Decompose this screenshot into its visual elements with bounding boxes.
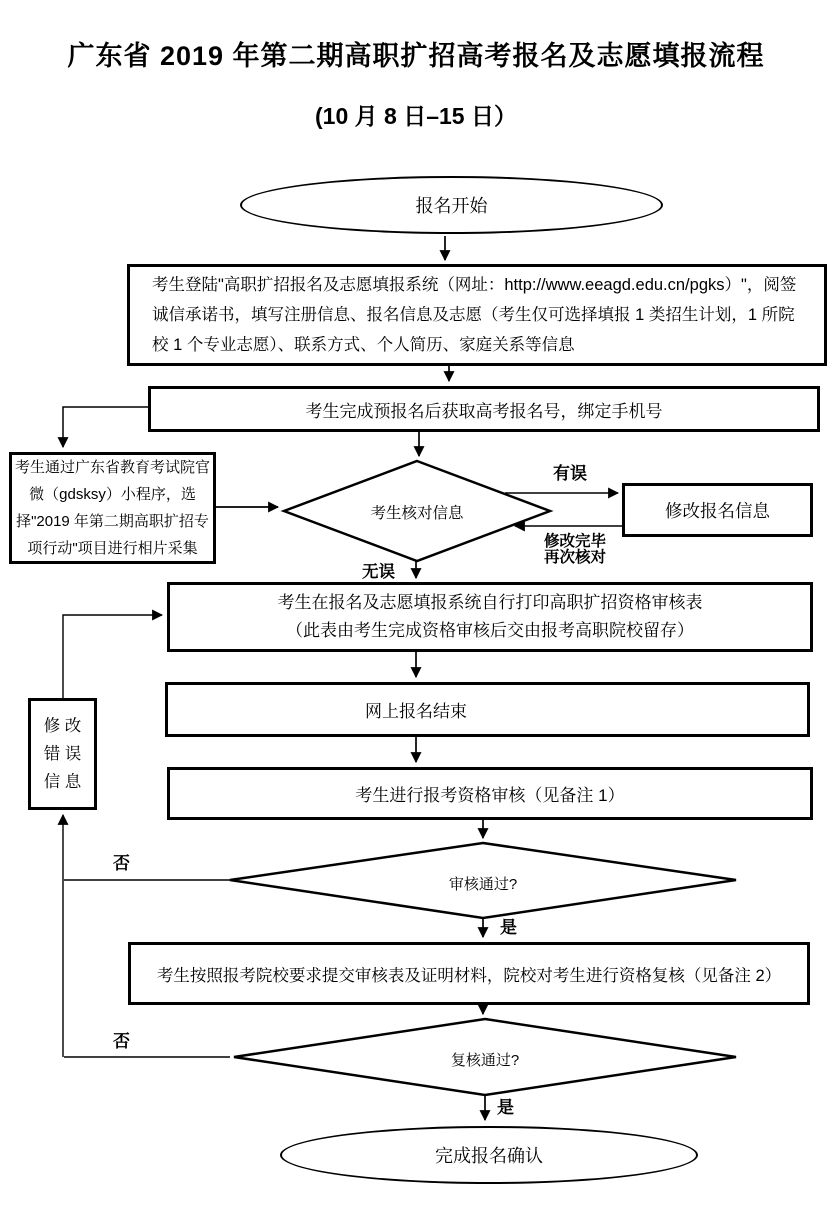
get-number-text: 考生完成预报名后获取高考报名号，绑定手机号 [305,401,663,421]
label-review-no: 否 [113,854,130,873]
online-end-box [165,682,810,737]
qualification-review-label: 考生进行报考资格审核（见备注 1） [355,786,625,805]
fix-error-line1: 修 改 [43,717,82,735]
label-recheck-no: 否 [113,1032,130,1051]
login-box [127,264,827,366]
label-no-error: 无误 [362,563,395,581]
label-recheck-yes: 是 [497,1098,514,1117]
print-form-line1: 考生在报名及志愿填报系统自行打印高职扩招资格审核表 [277,593,703,612]
verify-info-label: 考生核对信息 [370,505,464,522]
start-label: 报名开始 [415,196,488,216]
photo-collect-box [9,452,216,564]
fix-error-box [28,698,97,810]
fix-error-line2: 错 误 [43,745,82,763]
online-end-label: 网上报名结束 [365,702,467,721]
submit-materials-text: 考生按照报考院校要求提交审核表及证明材料，院校对考生进行资格复核（见备注 2） [156,966,782,985]
photo-collect-text: 考生通过广东省教育考试院官微（gdsksy）小程序，选择"2019 年第二期高职扩招专项行动"项目进行相片采集 [15,459,211,557]
label-has-error: 有误 [553,464,587,483]
finish-ellipse [280,1126,698,1184]
start-ellipse [240,176,663,234]
label-modified-line1: 修改完毕 [544,533,607,550]
page-subtitle: (10 月 8 日–15 日） [315,103,517,129]
fix-error-line3: 信 息 [43,773,82,791]
modify-info-box [622,483,813,537]
edge-fixerror-to-print [63,615,162,698]
login-text: 考生登陆"高职扩招报名及志愿填报系统（网址：http://www.eeagd.edu.cn/pgks）"，阅签诚信承诺书，填写注册信息、报名信息及志愿（考生仅可选择填报 1 类招生计划，1 所院校 1 个专业志愿）、联系方式、个人简历、家庭关系等信息 [152,276,797,354]
finish-label: 完成报名确认 [435,1146,543,1166]
label-modified-recheck [544,534,606,567]
recheck-pass-label: 复核通过? [450,1052,520,1069]
get-number-box [148,386,820,432]
print-form-box [167,582,813,652]
review-pass-label: 审核通过? [448,876,518,893]
qualification-review-box [167,767,813,820]
label-modified-line2: 再次核对 [544,549,607,567]
submit-materials-box [128,942,810,1005]
page-title: 广东省 2019 年第二期高职扩招高考报名及志愿填报流程 [67,41,765,71]
edge-getnumber-to-photo [63,407,148,447]
modify-info-label: 修改报名信息 [665,500,770,521]
print-form-line2: （此表由考生完成资格审核后交由报考高职院校留存） [286,621,694,640]
label-review-yes: 是 [500,918,517,937]
